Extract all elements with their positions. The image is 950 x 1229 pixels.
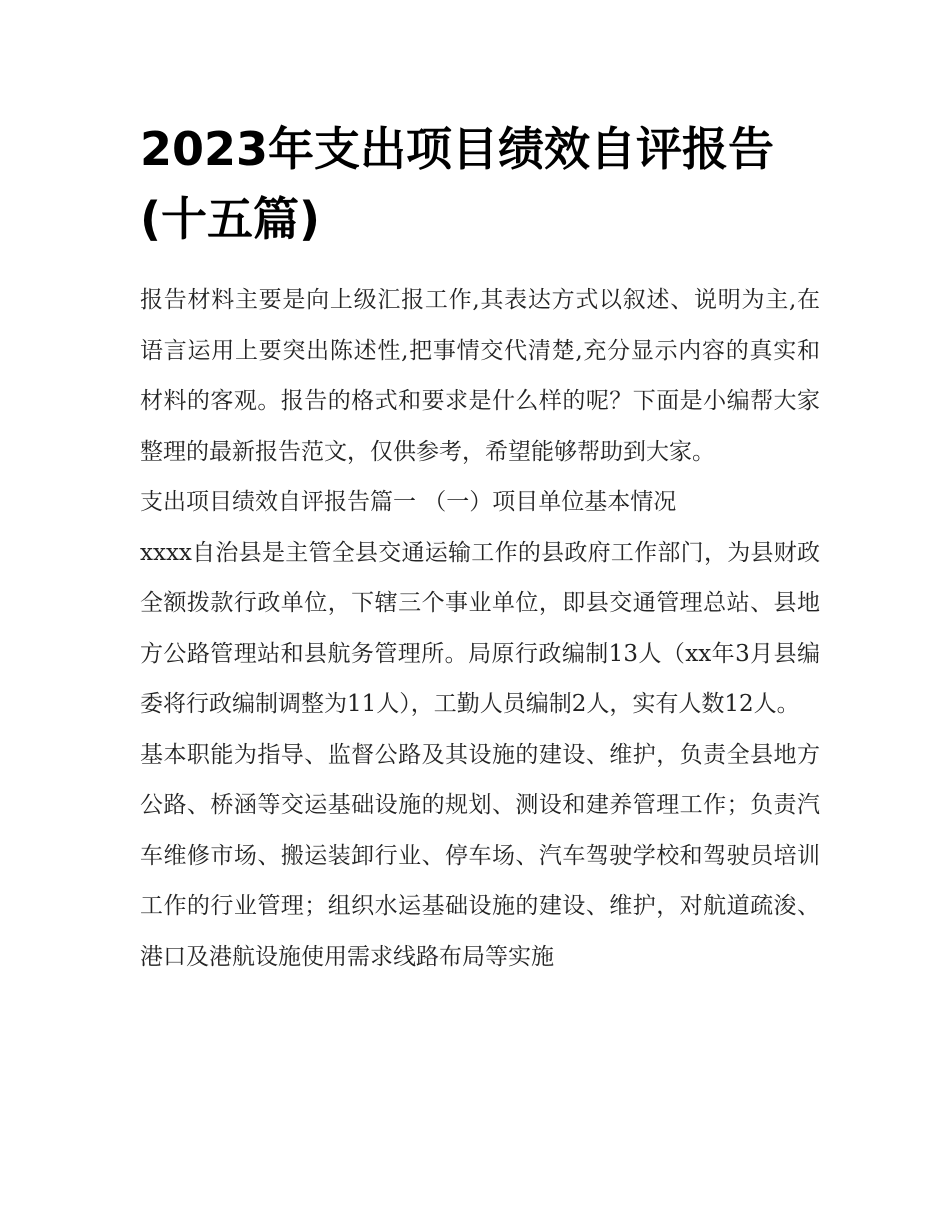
duties-paragraph: 基本职能为指导、监督公路及其设施的建设、维护，负责全县地方公路、桥涵等交运基础设施的规划、测设和建养管理工作；负责汽车维修市场、搬运装卸行业、停车场、汽车驾驶学校和驾驶员培训工作的行业管理；组织水运基础设施的建设、维护，对航道疏浚、港口及港航设施使用需求线路布局等实施 xyxy=(140,741,820,970)
title-line-2: (十五篇) xyxy=(140,192,321,246)
intro-paragraph: 报告材料主要是向上级汇报工作,其表达方式以叙述、说明为主,在语言运用上要突出陈述性,把事情交代清楚,充分显示内容的真实和材料的客观。报告的格式和要求是什么样的呢？下面是小编帮大家整理的最新报告范文，仅供参考，希望能够帮助到大家。 xyxy=(140,287,820,465)
title-line-1: 2023年支出项目绩效自评报告 xyxy=(140,122,775,176)
document-body xyxy=(140,114,820,982)
document-title xyxy=(140,114,820,254)
section-heading: 支出项目绩效自评报告篇一 （一）项目单位基本情况 xyxy=(140,489,677,515)
unit-info-paragraph: xxxx自治县是主管全县交通运输工作的县政府工作部门，为县财政全额拨款行政单位，下辖三个事业单位，即县交通管理总站、县地方公路管理站和县航务管理所。局原行政编制13人（xx年3月县编委将行政编制调整为11人），工勤人员编制2人，实有人数12人。 xyxy=(140,539,820,717)
